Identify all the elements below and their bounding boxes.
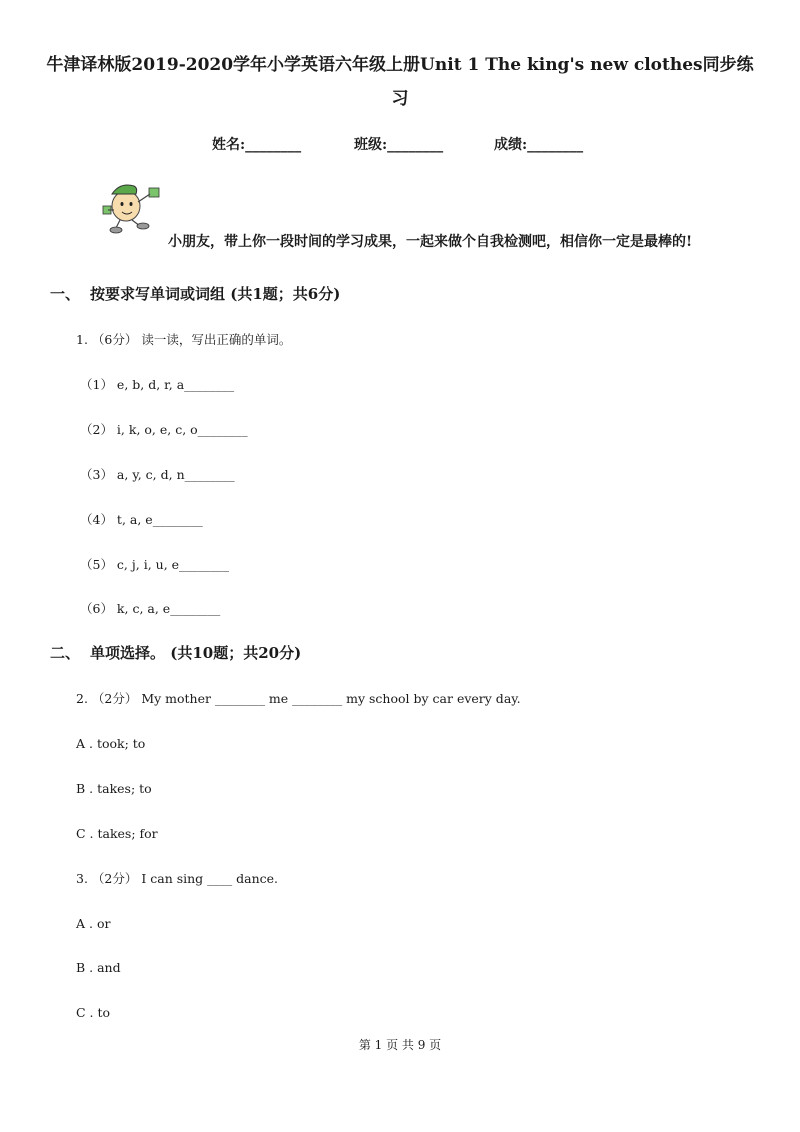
encouragement-text: 小朋友，带上你一段时间的学习成果，一起来做个自我检测吧，相信你一定是最棒的! xyxy=(168,234,693,250)
mascot-icon xyxy=(98,176,166,236)
section-1-heading xyxy=(50,283,340,304)
option-a[interactable]: A . or xyxy=(76,916,111,931)
option-b[interactable]: B . and xyxy=(76,960,121,975)
section-2-heading xyxy=(50,642,301,663)
answer-blank[interactable]: （5） c, j, i, u, e________ xyxy=(80,557,230,572)
section-title: 按要求写单词或词组 (共1题；共6分) xyxy=(90,285,341,303)
section-title: 单项选择。 (共10题；共20分) xyxy=(90,644,302,662)
option-b[interactable]: B . takes; to xyxy=(76,781,152,796)
question-2: 2. （2分） My mother ________ me ________ my school by car every day. xyxy=(76,691,521,706)
score-field[interactable]: 成绩:________ xyxy=(494,137,584,153)
answer-blank[interactable]: （2） i, k, o, e, c, o________ xyxy=(80,422,248,437)
section-number: 二、 xyxy=(50,644,81,662)
answer-blank[interactable]: （6） k, c, a, e________ xyxy=(80,601,221,616)
page-title: 牛津译林版2019-2020学年小学英语六年级上册Unit 1 The king's new clothes同步练习 xyxy=(46,55,754,109)
answer-blank[interactable]: （3） a, y, c, d, n________ xyxy=(80,467,235,482)
class-field[interactable]: 班级:________ xyxy=(354,137,444,153)
option-a[interactable]: A . took; to xyxy=(76,736,146,751)
question-1: 1. （6分） 读一读，写出正确的单词。 xyxy=(76,332,292,347)
option-c[interactable]: C . takes; for xyxy=(76,826,158,841)
answer-blank[interactable]: （1） e, b, d, r, a________ xyxy=(80,377,235,392)
section-number: 一、 xyxy=(50,285,81,303)
name-field[interactable]: 姓名:________ xyxy=(212,137,302,153)
question-3: 3. （2分） I can sing ____ dance. xyxy=(76,871,279,886)
answer-blank[interactable]: （4） t, a, e________ xyxy=(80,512,203,527)
option-c[interactable]: C . to xyxy=(76,1005,111,1020)
page-footer: 第 1 页 共 9 页 xyxy=(358,1038,442,1052)
